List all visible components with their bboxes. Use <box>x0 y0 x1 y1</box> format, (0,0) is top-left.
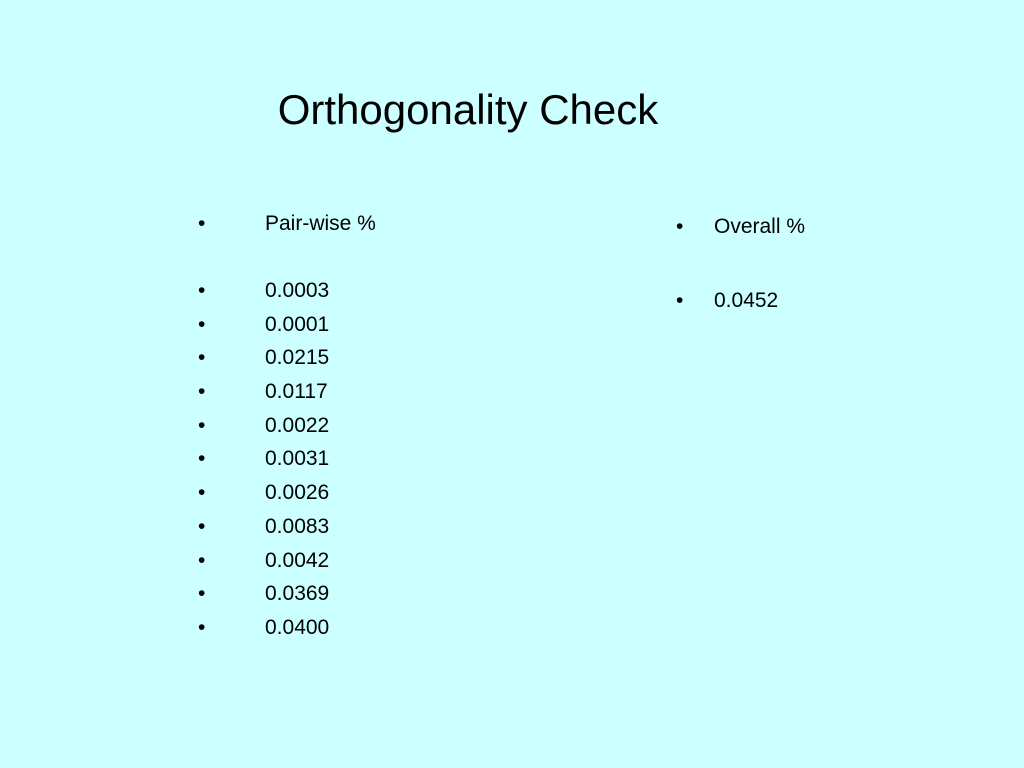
list-item <box>198 378 376 412</box>
list-item-header <box>198 210 376 277</box>
pairwise-value: 0.0400 <box>265 615 330 639</box>
list-item <box>198 479 376 513</box>
list-item <box>198 580 376 614</box>
bullet-icon: • <box>198 279 206 302</box>
list-item <box>676 287 805 361</box>
bullet-icon: • <box>198 380 206 404</box>
bullet-icon: • <box>198 514 206 538</box>
bullet-icon: • <box>198 615 206 639</box>
overall-header: Overall % <box>714 215 806 238</box>
bullet-icon: • <box>198 346 206 370</box>
overall-list <box>676 213 805 361</box>
overall-value: 0.0452 <box>714 289 779 312</box>
bullet-icon: • <box>676 289 684 312</box>
list-item <box>198 547 376 581</box>
bullet-icon: • <box>198 212 206 235</box>
pairwise-value: 0.0026 <box>265 481 330 505</box>
bullet-icon: • <box>676 215 684 238</box>
pairwise-value: 0.0117 <box>265 380 328 404</box>
list-item <box>198 311 376 345</box>
pairwise-value: 0.0003 <box>265 279 330 302</box>
pairwise-header: Pair-wise % <box>265 212 376 235</box>
bullet-icon: • <box>198 548 206 572</box>
slide-title: Orthogonality Check <box>277 86 659 133</box>
pairwise-value: 0.0042 <box>265 548 330 572</box>
list-item-header <box>676 213 805 287</box>
list-item <box>198 412 376 446</box>
list-item <box>198 344 376 378</box>
bullet-icon: • <box>198 481 206 505</box>
list-item <box>198 614 376 648</box>
pairwise-value: 0.0022 <box>265 413 330 437</box>
bullet-icon: • <box>198 582 206 606</box>
list-item <box>198 513 376 547</box>
list-item <box>198 277 376 311</box>
pairwise-list <box>198 210 376 648</box>
bullet-icon: • <box>198 447 206 471</box>
pairwise-value: 0.0083 <box>265 514 330 538</box>
bullet-icon: • <box>198 413 206 437</box>
pairwise-value: 0.0369 <box>265 582 330 606</box>
pairwise-value: 0.0001 <box>265 312 330 336</box>
pairwise-value: 0.0215 <box>265 346 330 370</box>
list-item <box>198 445 376 479</box>
pairwise-value: 0.0031 <box>265 447 330 471</box>
bullet-icon: • <box>198 312 206 336</box>
